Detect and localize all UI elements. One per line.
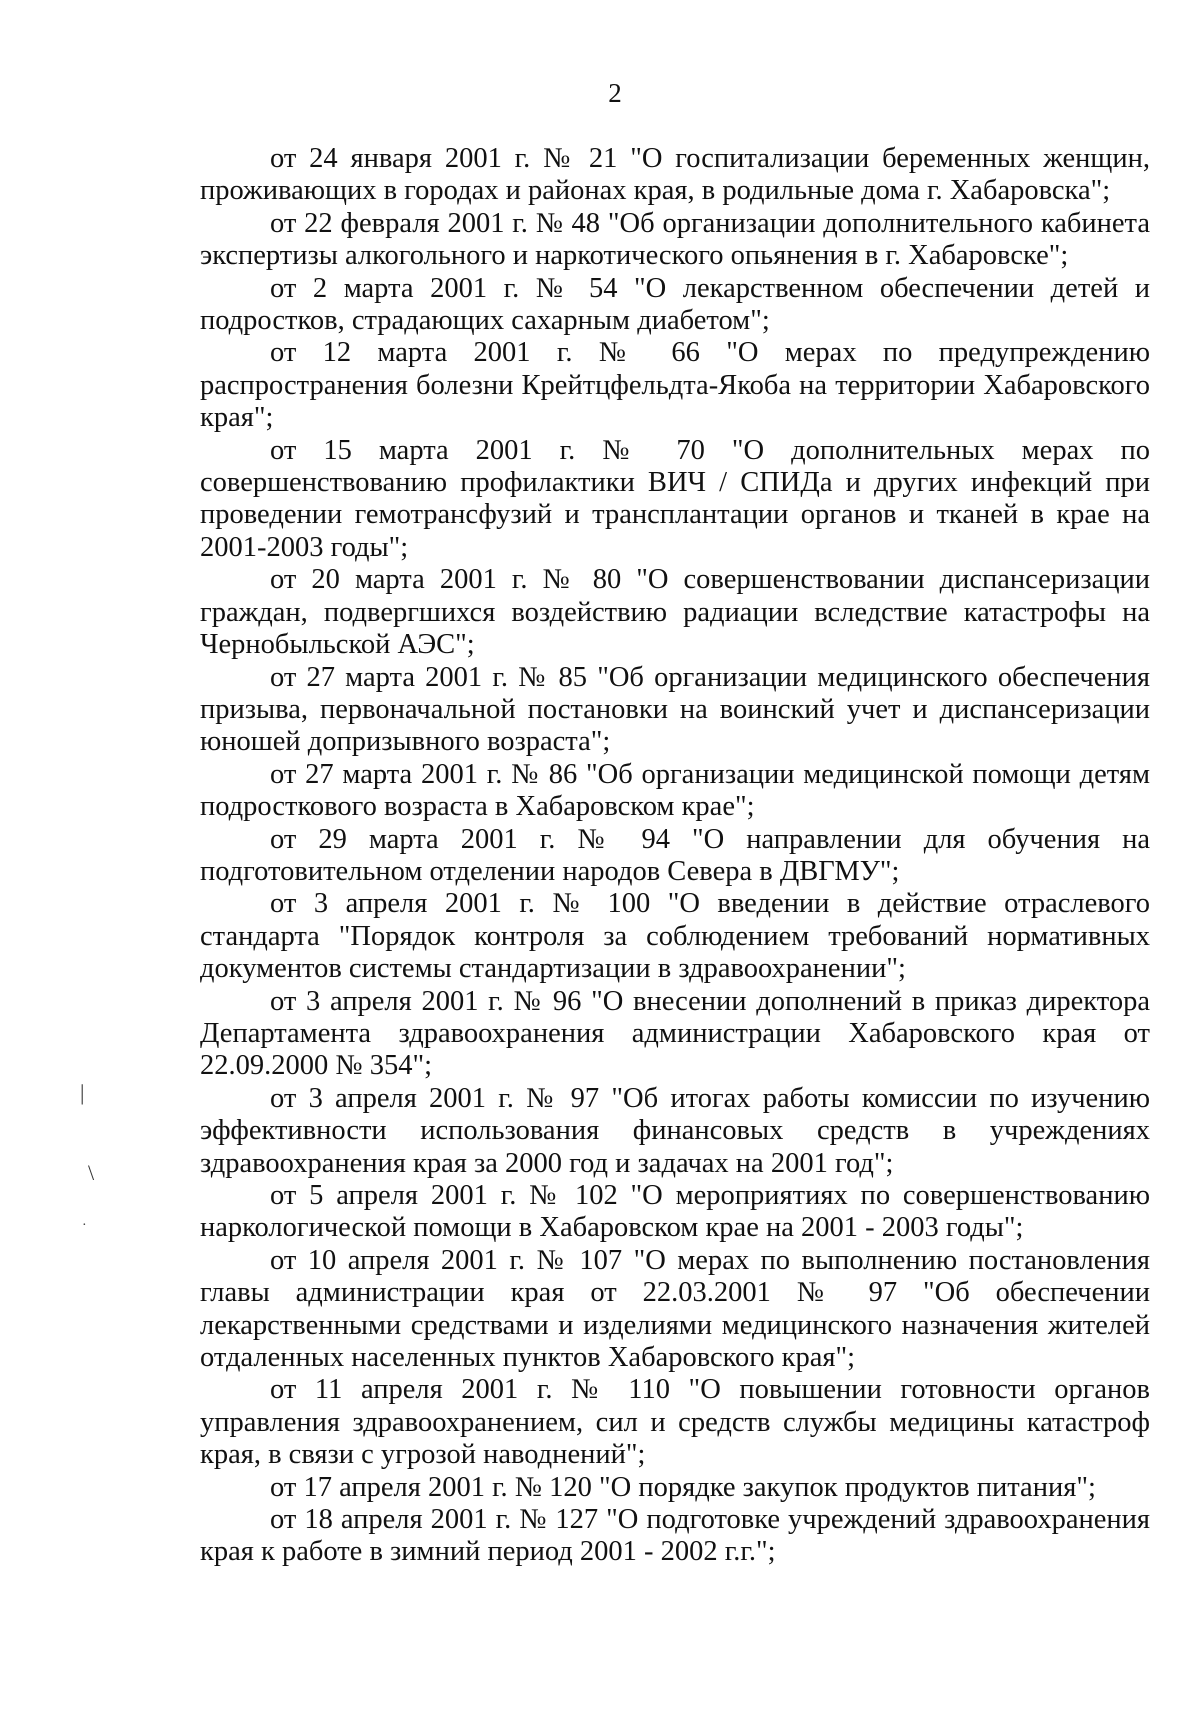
list-item: от 3 апреля 2001 г. № 96 "О внесении дополнений в приказ директора Департамента здравоохранения администрации Хабаровского края от 22.09.2000 № 354"; xyxy=(200,985,1150,1082)
list-item: от 18 апреля 2001 г. № 127 "О подготовке учреждений здравоохранения края к работе в зимний период 2001 - 2002 г.г."; xyxy=(200,1504,1150,1568)
list-item: от 27 марта 2001 г. № 86 "Об организации медицинской помощи детям подросткового возраста в Хабаровском крае"; xyxy=(200,758,1150,823)
list-item: от 22 февраля 2001 г. № 48 "Об организации дополнительного кабинета экспертизы алкогольного и наркотического опьянения в г. Хабаровске"; xyxy=(200,207,1150,272)
list-item: от 24 января 2001 г. № 21 "О госпитализации беременных женщин, проживающих в городах и районах края, в родильные дома г. Хабаровска"; xyxy=(200,143,1150,207)
order-list xyxy=(200,143,1150,1569)
scan-mark: \ xyxy=(88,1160,95,1185)
scan-mark: · xyxy=(82,1218,87,1233)
page-number: 2 xyxy=(608,78,622,108)
list-item: от 11 апреля 2001 г. № 110 "О повышении готовности органов управления здравоохранением, сил и средств службы медицины катастроф края, в связи с угрозой наводнений"; xyxy=(200,1374,1150,1471)
list-item: от 29 марта 2001 г. № 94 "О направлении для обучения на подготовительном отделении народов Севера в ДВГМУ"; xyxy=(200,823,1150,887)
list-item: от 17 апреля 2001 г. № 120 "О порядке закупок продуктов питания"; xyxy=(270,1471,1096,1503)
list-item: от 2 марта 2001 г. № 54 "О лекарственном обеспечении детей и подростков, страдающих сахарным диабетом"; xyxy=(200,272,1150,337)
list-item: от 3 апреля 2001 г. № 97 "Об итогах работы комиссии по изучению эффективности использования финансовых средств в учреждениях здравоохранения края за 2000 год и задачах на 2001 год"; xyxy=(200,1082,1150,1179)
list-item: от 15 марта 2001 г. № 70 "О дополнительных мерах по совершенствованию профилактики ВИЧ / СПИДа и других инфекций при проведении гемотрансфузий и трансплантации органов и тканей в крае на 2001-2003 годы"; xyxy=(200,434,1150,563)
scan-mark: | xyxy=(80,1080,85,1105)
list-item: от 10 апреля 2001 г. № 107 "О мерах по выполнению постановления главы администрации края от 22.03.2001 № 97 "Об обеспечении лекарственными средствами и изделиями медицинского назначения жителей отдаленных населенных пунктов Хабаровского края"; xyxy=(200,1244,1150,1374)
list-item: от 27 марта 2001 г. № 85 "Об организации медицинского обеспечения призыва, первоначальной постановки на воинский учет и диспансеризации юношей допризывного возраста"; xyxy=(200,661,1150,758)
list-item: от 3 апреля 2001 г. № 100 "О введении в действие отраслевого стандарта "Порядок контроля за соблюдением требований нормативных документов системы стандартизации в здравоохранении"; xyxy=(200,888,1150,985)
list-item: от 12 марта 2001 г. № 66 "О мерах по предупреждению распространения болезни Крейтцфельдта-Якоба на территории Хабаровского края"; xyxy=(200,337,1150,434)
list-item: от 5 апреля 2001 г. № 102 "О мероприятиях по совершенствованию наркологической помощи в Хабаровском крае на 2001 - 2003 годы"; xyxy=(200,1180,1150,1244)
list-item: от 20 марта 2001 г. № 80 "О совершенствовании диспансеризации граждан, подвергшихся воздействию радиации вследствие катастрофы на Чернобыльской АЭС"; xyxy=(200,564,1150,661)
